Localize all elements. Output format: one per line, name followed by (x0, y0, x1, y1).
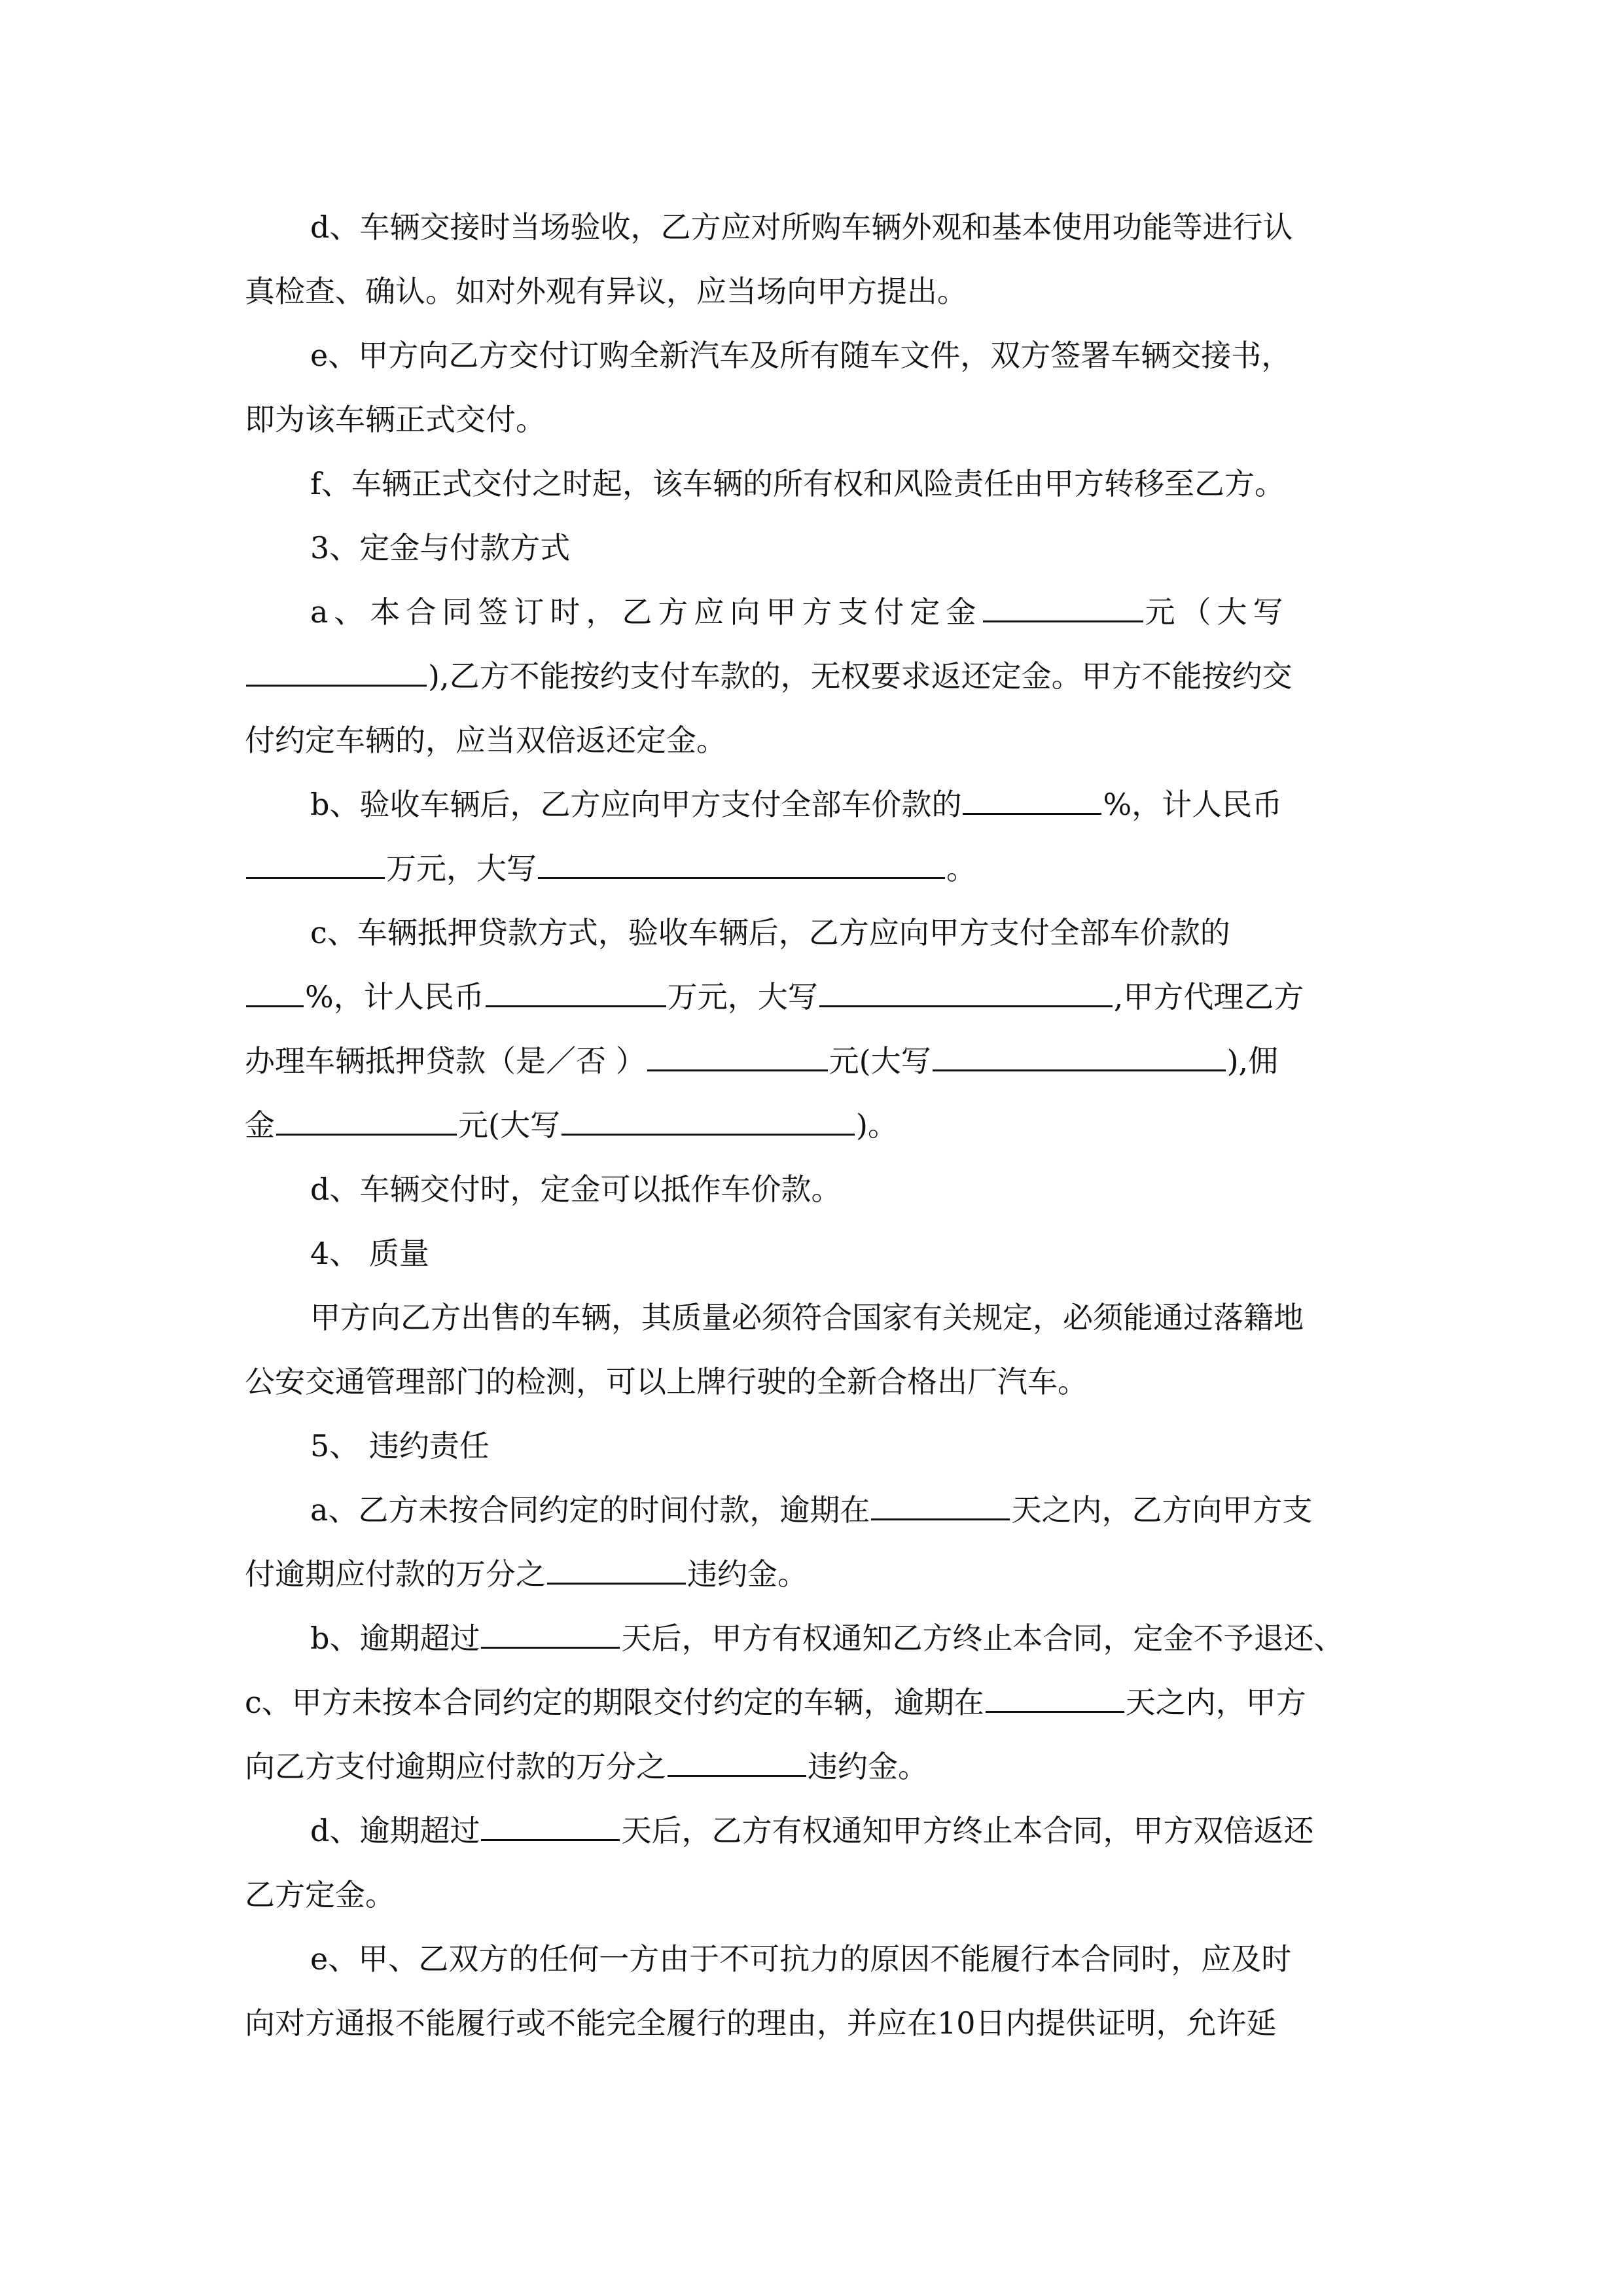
text-run: b、验收车辆后，乙方应向甲方支付全部车价款的 (310, 787, 962, 822)
text-run: %，计人民币 (1103, 787, 1283, 822)
fill-in-blank (547, 1545, 686, 1585)
fill-in-blank (871, 1480, 1010, 1520)
text-run: 天之内，甲方 (1125, 1685, 1306, 1720)
paragraph-line (245, 965, 1385, 1029)
text-run: 4、 质量 (310, 1236, 429, 1271)
fill-in-blank (246, 839, 385, 879)
text-run: 元(大写 (829, 1043, 931, 1079)
paragraph-line (245, 644, 1385, 708)
text-run: 向乙方支付逾期应付款的万分之 (245, 1749, 666, 1784)
paragraph-line (245, 452, 1385, 516)
text-run: %，计人民币 (305, 979, 484, 1014)
paragraph-line (245, 580, 1385, 644)
paragraph-line (245, 1093, 1385, 1157)
text-run: ),乙方不能按约支付车款的，无权要求返还定金。甲方不能按约交 (428, 658, 1293, 694)
fill-in-blank (481, 1801, 620, 1841)
contract-body (245, 195, 1385, 2055)
text-run: )。 (855, 1107, 898, 1143)
text-run: 天后，甲方有权通知乙方终止本合同，定金不予退还、 (621, 1621, 1344, 1656)
paragraph-line (245, 195, 1385, 259)
text-run: ),佣 (1226, 1043, 1279, 1079)
fill-in-blank (819, 967, 1113, 1007)
text-run: c、车辆抵押贷款方式，验收车辆后，乙方应向甲方支付全部车价款的 (310, 915, 1230, 950)
paragraph-line (245, 772, 1385, 836)
text-run: 元(大写 (458, 1107, 560, 1143)
text-run: c、甲方未按本合同约定的期限交付约定的车辆，逾期在 (245, 1685, 984, 1720)
text-run: 。 (946, 851, 976, 886)
fill-in-blank (538, 839, 945, 879)
text-run: 公安交通管理部门的检测，可以上牌行驶的全新合格出厂汽车。 (245, 1364, 1088, 1399)
fill-in-blank (668, 1737, 806, 1777)
section-heading (245, 516, 1385, 580)
text-run: d、车辆交付时，定金可以抵作车价款。 (310, 1172, 842, 1207)
fill-in-blank (933, 1031, 1226, 1071)
text-run: 付逾期应付款的万分之 (245, 1556, 546, 1592)
fill-in-blank (486, 967, 666, 1007)
paragraph-line (245, 1542, 1385, 1606)
paragraph-line (245, 1670, 1385, 1734)
fill-in-blank (246, 647, 427, 687)
paragraph-line (245, 323, 1385, 387)
paragraph-line (245, 1478, 1385, 1542)
fill-in-blank (963, 775, 1101, 815)
text-run: 即为该车辆正式交付。 (245, 402, 546, 437)
paragraph-line (245, 1927, 1385, 1991)
text-run: 天后，乙方有权通知甲方终止本合同，甲方双倍返还 (621, 1813, 1314, 1848)
text-run: a、乙方未按合同约定的时间付款，逾期在 (310, 1492, 870, 1528)
text-run: 真检查、确认。如对外观有异议，应当场向甲方提出。 (245, 274, 967, 309)
text-run: 5、 违约责任 (310, 1428, 490, 1463)
text-run: 付约定车辆的，应当双倍返还定金。 (245, 723, 726, 758)
text-run: b、逾期超过 (310, 1621, 480, 1656)
text-run: 万元，大写 (386, 851, 537, 886)
text-run: d、逾期超过 (310, 1813, 480, 1848)
paragraph-line (245, 1350, 1385, 1414)
paragraph-line (245, 259, 1385, 323)
fill-in-blank (562, 1096, 855, 1136)
paragraph-line (245, 1799, 1385, 1863)
section-heading (245, 1414, 1385, 1478)
paragraph-line (245, 836, 1385, 901)
fill-in-blank (986, 1673, 1124, 1713)
text-run: 3、定金与付款方式 (310, 530, 571, 565)
text-run: 违约金。 (687, 1556, 808, 1592)
fill-in-blank (983, 583, 1143, 622)
text-run: ,甲方代理乙方 (1113, 979, 1304, 1014)
section-heading (245, 1221, 1385, 1285)
text-run: 乙方定金。 (245, 1877, 395, 1912)
paragraph-line (245, 1029, 1385, 1093)
text-run: f、车辆正式交付之时起，该车辆的所有权和风险责任由甲方转移至乙方。 (310, 466, 1285, 501)
fill-in-blank (276, 1096, 457, 1136)
text-run: 天之内，乙方向甲方支 (1011, 1492, 1313, 1528)
text-run: d、车辆交接时当场验收，乙方应对所购车辆外观和基本使用功能等进行认 (310, 209, 1293, 245)
paragraph-line (245, 1157, 1385, 1221)
paragraph-line (245, 901, 1385, 965)
paragraph-line (245, 1734, 1385, 1799)
paragraph-line (245, 1863, 1385, 1927)
text-run: 向对方通报不能履行或不能完全履行的理由，并应在10日内提供证明，允许延 (245, 2005, 1277, 2041)
fill-in-blank (481, 1609, 620, 1649)
text-run: a、本合同签订时，乙方应向甲方支付定金 (310, 594, 982, 630)
paragraph-line (245, 387, 1385, 452)
fill-in-blank (647, 1031, 828, 1071)
fill-in-blank (246, 967, 304, 1007)
paragraph-line (245, 1606, 1385, 1670)
text-run: 万元，大写 (667, 979, 818, 1014)
paragraph-line (245, 1285, 1385, 1350)
text-run: e、甲、乙双方的任何一方由于不可抗力的原因不能履行本合同时，应及时 (310, 1941, 1292, 1977)
text-run: e、甲方向乙方交付订购全新汽车及所有随车文件，双方签署车辆交接书， (310, 338, 1292, 373)
text-run: 甲方向乙方出售的车辆，其质量必须符合国家有关规定，必须能通过落籍地 (310, 1300, 1304, 1335)
text-run: 违约金。 (808, 1749, 928, 1784)
text-run: 元（大写 (1145, 594, 1289, 630)
paragraph-line (245, 1991, 1385, 2055)
text-run: 办理车辆抵押贷款（是／否 ） (245, 1043, 646, 1079)
paragraph-line (245, 708, 1385, 772)
text-run: 金 (245, 1107, 275, 1143)
